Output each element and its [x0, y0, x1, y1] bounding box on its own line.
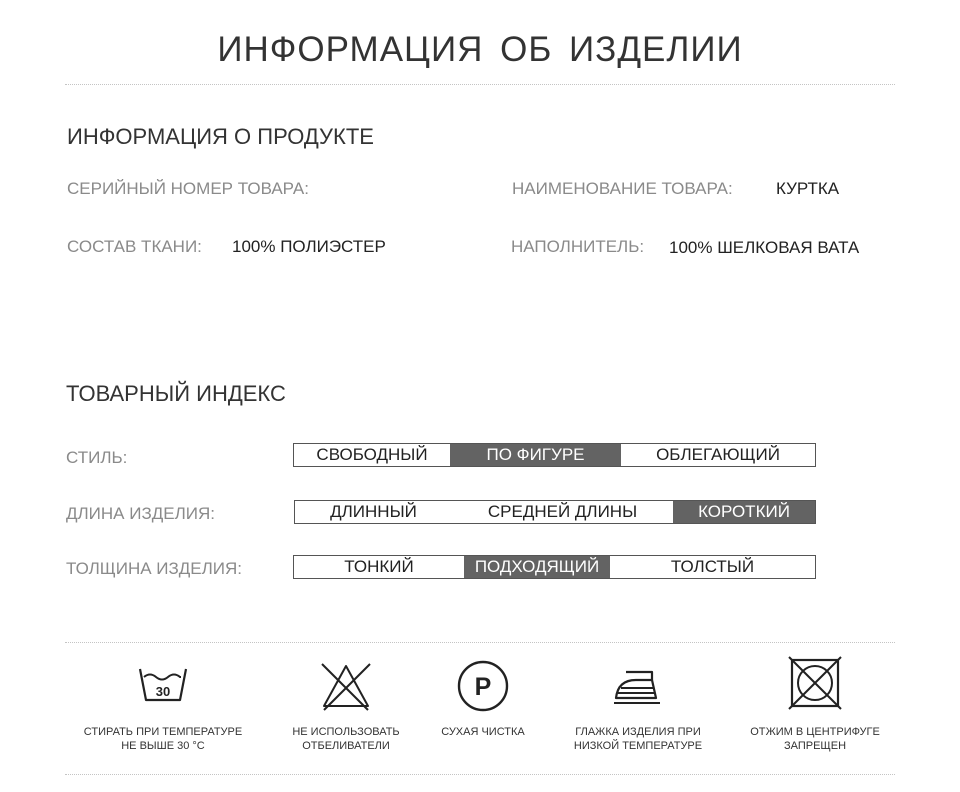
care-caption-iron: ГЛАЖКА ИЗДЕЛИЯ ПРИ НИЗКОЙ ТЕМПЕРАТУРЕ — [573, 726, 703, 752]
thickness-label: ТОЛЩИНА ИЗДЕЛИЯ: — [66, 559, 243, 578]
serial-number-label: СЕРИЙНЫЙ НОМЕР ТОВАРА: — [67, 179, 309, 198]
care-caption-wash: СТИРАТЬ ПРИ ТЕМПЕРАТУРЕ НЕ ВЫШЕ 30 °С — [83, 726, 243, 752]
filler-label: НАПОЛНИТЕЛЬ: — [511, 237, 645, 256]
product-index-title: ТОВАРНЫЙ ИНДЕКС — [66, 381, 286, 406]
thickness-option-thick: ТОЛСТЫЙ — [670, 557, 755, 576]
style-scale — [293, 443, 816, 467]
care-caption-dry-clean: СУХАЯ ЧИСТКА — [441, 726, 525, 738]
fabric-label: СОСТАВ ТКАНИ: — [67, 237, 202, 256]
style-label: СТИЛЬ: — [66, 448, 128, 467]
length-option-medium: СРЕДНЕЙ ДЛИНЫ — [487, 502, 638, 521]
style-option-loose: СВОБОДНЫЙ — [316, 445, 428, 464]
wash-temperature-number: 30 — [155, 684, 171, 699]
product-name-value: КУРТКА — [776, 179, 840, 198]
no-bleach-icon — [316, 658, 376, 718]
thickness-option-thin: ТОНКИЙ — [344, 557, 414, 576]
divider — [65, 642, 895, 643]
product-info-title: ИНФОРМАЦИЯ О ПРОДУКТЕ — [67, 124, 374, 149]
wash-30-icon — [133, 658, 193, 718]
fabric-value: 100% ПОЛИЭСТЕР — [232, 237, 386, 256]
divider — [65, 774, 895, 775]
length-label: ДЛИНА ИЗДЕЛИЯ: — [66, 504, 215, 523]
divider — [65, 84, 895, 85]
length-option-long: ДЛИННЫЙ — [330, 502, 417, 521]
filler-value: 100% ШЕЛКОВАЯ ВАТА — [669, 238, 860, 257]
dry-clean-letter: P — [474, 673, 492, 701]
length-option-short: КОРОТКИЙ — [673, 501, 815, 523]
dry-clean-p-icon — [453, 656, 513, 716]
thickness-option-medium: ПОДХОДЯЩИЙ — [464, 556, 610, 578]
page-title: ИНФОРМАЦИЯ ОБ ИЗДЕЛИИ — [217, 30, 743, 69]
style-option-fitted: ПО ФИГУРЕ — [450, 444, 621, 466]
style-option-tight: ОБЛЕГАЮЩИЙ — [656, 445, 780, 464]
no-tumble-dry-icon — [785, 655, 845, 715]
product-name-label: НАИМЕНОВАНИЕ ТОВАРА: — [512, 179, 733, 198]
care-caption-no-bleach: НЕ ИСПОЛЬЗОВАТЬ ОТБЕЛИВАТЕЛИ — [292, 726, 400, 752]
care-caption-no-tumble-dry: ОТЖИМ В ЦЕНТРИФУГЕ ЗАПРЕЩЕН — [750, 726, 880, 752]
length-scale — [294, 500, 816, 524]
iron-low-icon — [608, 658, 668, 718]
thickness-scale — [293, 555, 816, 579]
